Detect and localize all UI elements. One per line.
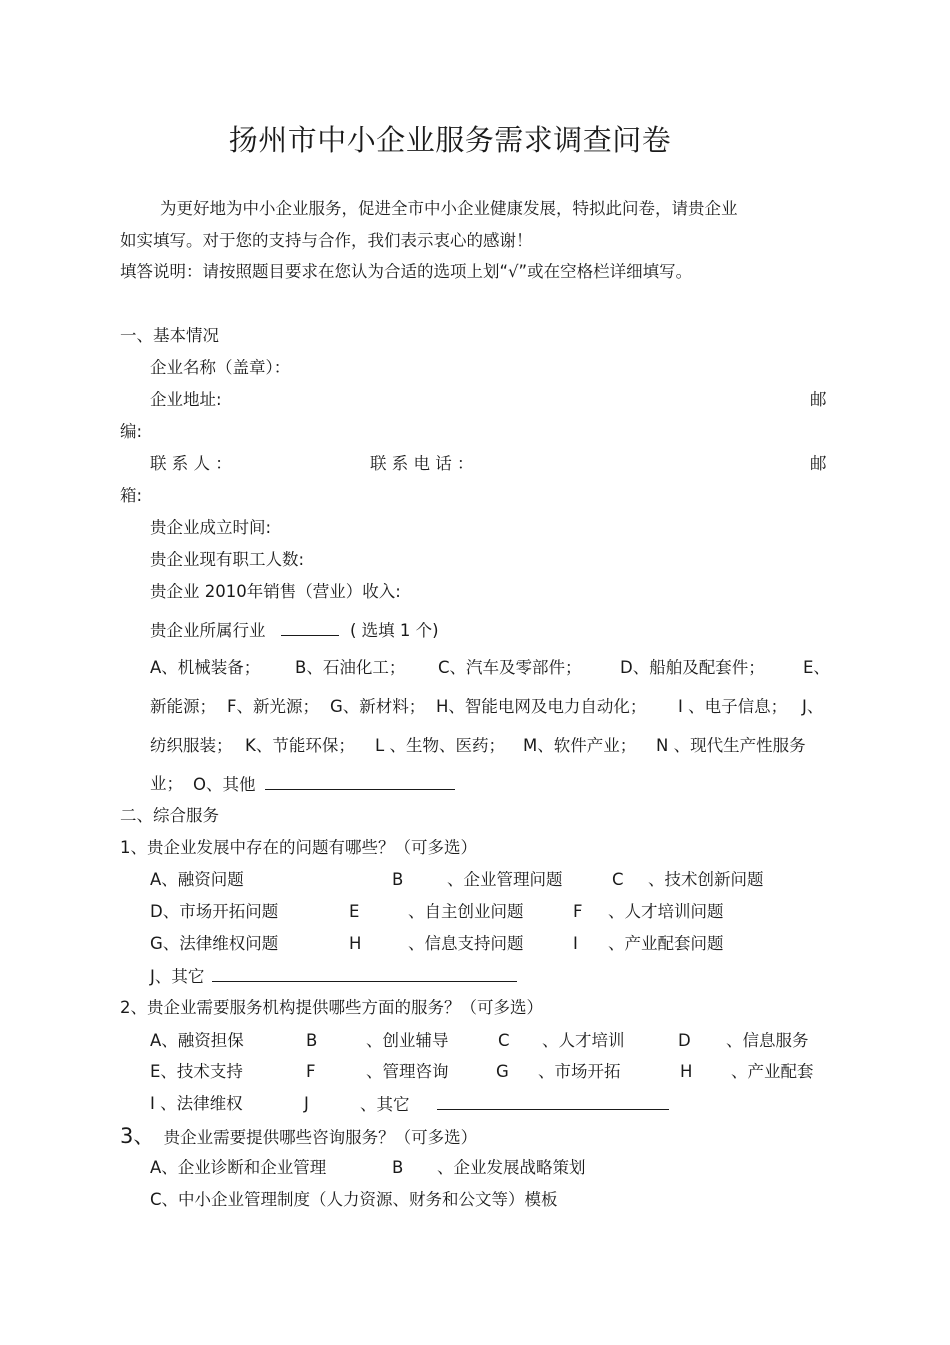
industry-option[interactable]: B、石油化工； xyxy=(295,658,406,677)
contact-phone-field[interactable]: 联 系 电 话 ： xyxy=(370,454,474,473)
q3-option-letter[interactable]: B xyxy=(392,1158,404,1177)
industry-option[interactable]: 纺织服装； xyxy=(150,736,233,755)
q3-option[interactable]: 、企业发展战略策划 xyxy=(437,1158,586,1177)
q2-other-blank[interactable] xyxy=(437,1094,669,1110)
industry-option[interactable]: 新能源； xyxy=(150,697,216,716)
industry-option[interactable]: M、软件产业； xyxy=(523,736,637,755)
industry-hint: ( 选填 1 个) xyxy=(350,621,439,640)
industry-option[interactable]: G、新材料； xyxy=(330,697,426,716)
instructions: 填答说明：请按照题目要求在您认为合适的选项上划“√”或在空格栏详细填写。 xyxy=(120,262,693,281)
q1-question: 1、贵企业发展中存在的问题有哪些？（可多选） xyxy=(120,838,477,857)
revenue-field[interactable]: 贵企业 2010年销售（营业）收入: xyxy=(150,582,401,601)
q2-option-letter[interactable]: D xyxy=(678,1031,691,1050)
industry-option[interactable]: C、汽车及零部件； xyxy=(438,658,582,677)
q3-option[interactable]: A、企业诊断和企业管理 xyxy=(150,1158,327,1177)
q1-option-letter[interactable]: F xyxy=(573,902,583,921)
industry-other-label: O、其他 xyxy=(193,775,256,794)
industry-blank[interactable] xyxy=(281,620,339,636)
q2-option-letter[interactable]: F xyxy=(306,1062,316,1081)
q1-option[interactable]: D、市场开拓问题 xyxy=(150,902,279,921)
q2-other-label: 、其它 xyxy=(360,1095,410,1114)
q2-option[interactable]: 、管理咨询 xyxy=(366,1062,449,1081)
intro-line-1: 为更好地为中小企业服务，促进全市中小企业健康发展，特拟此问卷，请贵企业 xyxy=(160,199,738,218)
email-label-part1: 邮 xyxy=(810,454,827,473)
q1-option-letter[interactable]: B xyxy=(392,870,404,889)
q1-other-blank[interactable] xyxy=(212,966,517,982)
industry-option[interactable]: H、智能电网及电力自动化； xyxy=(436,697,647,716)
postcode-label-part1: 邮 xyxy=(810,390,827,409)
q2-option[interactable]: E、技术支持 xyxy=(150,1062,243,1081)
q1-option-letter[interactable]: H xyxy=(349,934,362,953)
industry-option[interactable]: D、船舶及配套件； xyxy=(620,658,765,677)
industry-option-other[interactable] xyxy=(193,774,455,795)
q2-option-letter[interactable]: C xyxy=(498,1031,510,1050)
q2-option[interactable]: 、产业配套 xyxy=(731,1062,814,1081)
q1-option[interactable]: 、自主创业问题 xyxy=(408,902,524,921)
industry-question xyxy=(150,620,439,641)
q1-option[interactable]: 、产业配套问题 xyxy=(608,934,724,953)
contact-person-field[interactable]: 联 系 人 ： xyxy=(150,454,232,473)
q2-option[interactable]: 、市场开拓 xyxy=(538,1062,621,1081)
q1-other[interactable] xyxy=(150,966,517,987)
industry-option[interactable]: L 、生物、医药； xyxy=(375,736,505,755)
q2-option-letter[interactable]: J xyxy=(304,1094,309,1113)
q1-option-letter[interactable]: E xyxy=(349,902,360,921)
q2-option-letter[interactable]: H xyxy=(680,1062,693,1081)
q1-option[interactable]: 、信息支持问题 xyxy=(408,934,524,953)
section2-heading: 二、综合服务 xyxy=(120,806,219,825)
industry-option[interactable]: I 、电子信息； xyxy=(678,697,788,716)
company-address-field[interactable]: 企业地址: xyxy=(150,390,222,409)
industry-other-blank[interactable] xyxy=(265,774,455,790)
email-label-part2[interactable]: 箱: xyxy=(120,486,143,505)
industry-option[interactable]: N 、现代生产性服务 xyxy=(656,736,806,755)
q3-text: 贵企业需要提供哪些咨询服务？（可多选） xyxy=(163,1128,478,1147)
q3-option[interactable]: C、中小企业管理制度（人力资源、财务和公文等）模板 xyxy=(150,1190,558,1209)
company-name-field[interactable]: 企业名称（盖章）： xyxy=(150,358,291,377)
q1-option-letter[interactable]: I xyxy=(573,934,578,953)
intro-line-2: 如实填写。对于您的支持与合作，我们表示衷心的感谢！ xyxy=(120,231,533,250)
q2-option[interactable]: I 、法律维权 xyxy=(150,1094,243,1113)
industry-option[interactable]: 业； xyxy=(150,774,183,793)
q1-other-label: J、其它 xyxy=(150,967,205,986)
industry-option[interactable]: K、节能环保； xyxy=(245,736,355,755)
industry-option[interactable]: E、 xyxy=(803,658,830,677)
founded-field[interactable]: 贵企业成立时间: xyxy=(150,518,272,537)
postcode-label-part2[interactable]: 编: xyxy=(120,422,143,441)
q2-option[interactable]: 、信息服务 xyxy=(726,1031,809,1050)
q2-option-letter[interactable]: B xyxy=(306,1031,318,1050)
page-title: 扬州市中小企业服务需求调查问卷 xyxy=(228,123,672,157)
q2-option[interactable]: 、创业辅导 xyxy=(366,1031,449,1050)
industry-option[interactable]: A、机械装备； xyxy=(150,658,261,677)
q2-option[interactable]: 、人才培训 xyxy=(542,1031,625,1050)
section1-heading: 一、基本情况 xyxy=(120,326,219,345)
q2-option[interactable]: A、融资担保 xyxy=(150,1031,244,1050)
q3-question xyxy=(120,1126,477,1148)
q2-option-letter[interactable]: G xyxy=(496,1062,509,1081)
q1-option[interactable]: G、法律维权问题 xyxy=(150,934,279,953)
q1-option[interactable]: A、融资问题 xyxy=(150,870,244,889)
q1-option[interactable]: 、人才培训问题 xyxy=(608,902,724,921)
industry-option[interactable]: J、 xyxy=(802,697,824,716)
q1-option[interactable]: 、企业管理问题 xyxy=(447,870,563,889)
q1-option-letter[interactable]: C xyxy=(612,870,624,889)
industry-option[interactable]: F、新光源； xyxy=(227,697,319,716)
q2-other[interactable] xyxy=(360,1094,669,1115)
q3-number: 3、 xyxy=(120,1124,155,1148)
employees-field[interactable]: 贵企业现有职工人数: xyxy=(150,550,305,569)
industry-label: 贵企业所属行业 xyxy=(150,621,266,640)
q2-question: 2、贵企业需要服务机构提供哪些方面的服务？（可多选） xyxy=(120,998,543,1017)
q1-option[interactable]: 、技术创新问题 xyxy=(648,870,764,889)
